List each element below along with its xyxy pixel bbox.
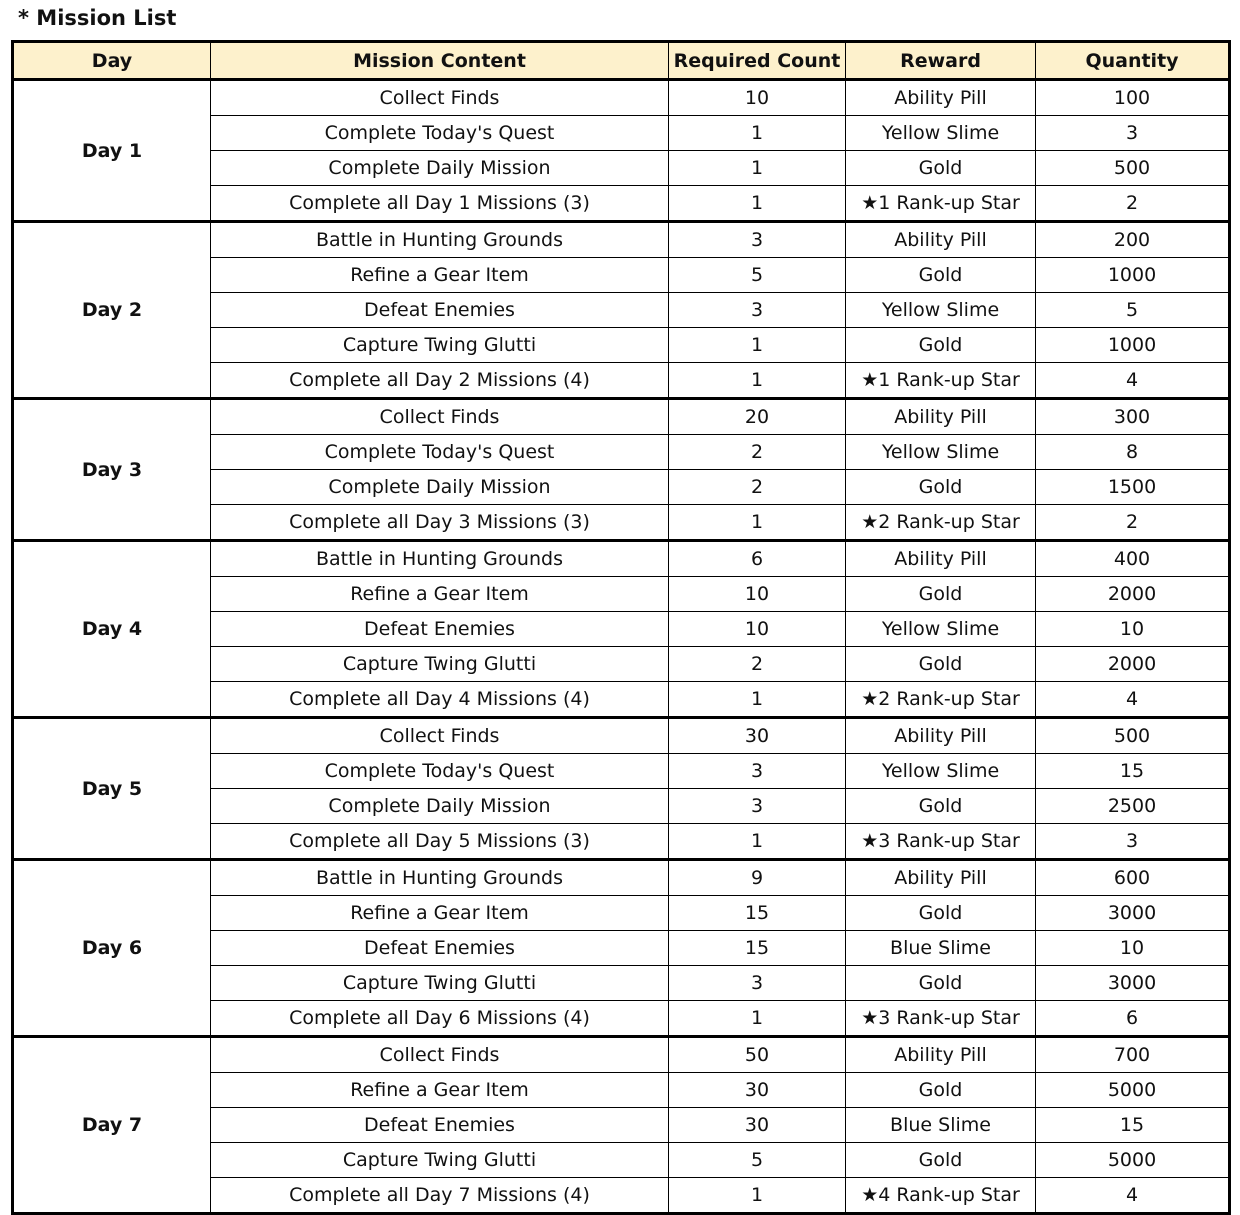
table-row xyxy=(13,80,1230,116)
quantity-cell: 100 xyxy=(1036,80,1230,116)
required-count-cell: 6 xyxy=(669,541,846,577)
table-header xyxy=(13,42,1230,80)
mission-content-cell: Battle in Hunting Grounds xyxy=(211,860,669,896)
reward-cell: Gold xyxy=(846,151,1036,186)
mission-content-cell: Defeat Enemies xyxy=(211,293,669,328)
header-mission-content: Mission Content xyxy=(211,42,669,80)
required-count-cell: 15 xyxy=(669,931,846,966)
day-label: Day 5 xyxy=(13,718,211,860)
mission-content-cell: Complete Daily Mission xyxy=(211,470,669,505)
reward-cell: Gold xyxy=(846,789,1036,824)
quantity-cell: 2 xyxy=(1036,505,1230,541)
mission-content-cell: Complete all Day 5 Missions (3) xyxy=(211,824,669,860)
mission-content-cell: Complete all Day 6 Missions (4) xyxy=(211,1001,669,1037)
day-label: Day 3 xyxy=(13,399,211,541)
required-count-cell: 1 xyxy=(669,186,846,222)
table-row xyxy=(13,860,1230,896)
quantity-cell: 3 xyxy=(1036,116,1230,151)
mission-content-cell: Complete all Day 7 Missions (4) xyxy=(211,1178,669,1214)
reward-cell: Gold xyxy=(846,966,1036,1001)
reward-cell: ★2 Rank-up Star xyxy=(846,505,1036,541)
reward-cell: Gold xyxy=(846,577,1036,612)
header-row xyxy=(13,42,1230,80)
mission-content-cell: Complete Today's Quest xyxy=(211,435,669,470)
quantity-cell: 10 xyxy=(1036,931,1230,966)
required-count-cell: 1 xyxy=(669,116,846,151)
mission-content-cell: Collect Finds xyxy=(211,1037,669,1073)
reward-cell: ★2 Rank-up Star xyxy=(846,682,1036,718)
reward-cell: ★3 Rank-up Star xyxy=(846,824,1036,860)
required-count-cell: 3 xyxy=(669,754,846,789)
quantity-cell: 500 xyxy=(1036,718,1230,754)
required-count-cell: 10 xyxy=(669,80,846,116)
quantity-cell: 500 xyxy=(1036,151,1230,186)
mission-content-cell: Refine a Gear Item xyxy=(211,1073,669,1108)
table-row xyxy=(13,718,1230,754)
mission-content-cell: Defeat Enemies xyxy=(211,612,669,647)
table-body xyxy=(13,80,1230,1214)
mission-content-cell: Complete all Day 1 Missions (3) xyxy=(211,186,669,222)
mission-content-cell: Defeat Enemies xyxy=(211,1108,669,1143)
reward-cell: Blue Slime xyxy=(846,931,1036,966)
required-count-cell: 1 xyxy=(669,682,846,718)
quantity-cell: 10 xyxy=(1036,612,1230,647)
required-count-cell: 20 xyxy=(669,399,846,435)
quantity-cell: 1000 xyxy=(1036,328,1230,363)
required-count-cell: 3 xyxy=(669,789,846,824)
quantity-cell: 8 xyxy=(1036,435,1230,470)
page-title: * Mission List xyxy=(18,6,177,30)
mission-content-cell: Refine a Gear Item xyxy=(211,258,669,293)
quantity-cell: 6 xyxy=(1036,1001,1230,1037)
quantity-cell: 3000 xyxy=(1036,896,1230,931)
header-required-count: Required Count xyxy=(669,42,846,80)
required-count-cell: 15 xyxy=(669,896,846,931)
reward-cell: ★1 Rank-up Star xyxy=(846,186,1036,222)
mission-content-cell: Complete Daily Mission xyxy=(211,151,669,186)
mission-content-cell: Complete Today's Quest xyxy=(211,116,669,151)
header-day: Day xyxy=(13,42,211,80)
reward-cell: ★3 Rank-up Star xyxy=(846,1001,1036,1037)
mission-content-cell: Complete all Day 4 Missions (4) xyxy=(211,682,669,718)
required-count-cell: 30 xyxy=(669,1073,846,1108)
required-count-cell: 1 xyxy=(669,328,846,363)
quantity-cell: 5000 xyxy=(1036,1143,1230,1178)
reward-cell: Blue Slime xyxy=(846,1108,1036,1143)
reward-cell: Gold xyxy=(846,470,1036,505)
reward-cell: Gold xyxy=(846,258,1036,293)
quantity-cell: 600 xyxy=(1036,860,1230,896)
required-count-cell: 1 xyxy=(669,505,846,541)
mission-content-cell: Battle in Hunting Grounds xyxy=(211,222,669,258)
reward-cell: Ability Pill xyxy=(846,860,1036,896)
mission-content-cell: Battle in Hunting Grounds xyxy=(211,541,669,577)
required-count-cell: 3 xyxy=(669,222,846,258)
reward-cell: Ability Pill xyxy=(846,718,1036,754)
reward-cell: Yellow Slime xyxy=(846,293,1036,328)
required-count-cell: 1 xyxy=(669,363,846,399)
header-reward: Reward xyxy=(846,42,1036,80)
quantity-cell: 700 xyxy=(1036,1037,1230,1073)
table-row xyxy=(13,399,1230,435)
required-count-cell: 30 xyxy=(669,718,846,754)
required-count-cell: 50 xyxy=(669,1037,846,1073)
reward-cell: Ability Pill xyxy=(846,1037,1036,1073)
quantity-cell: 15 xyxy=(1036,1108,1230,1143)
quantity-cell: 200 xyxy=(1036,222,1230,258)
mission-content-cell: Collect Finds xyxy=(211,399,669,435)
mission-content-cell: Refine a Gear Item xyxy=(211,896,669,931)
mission-content-cell: Collect Finds xyxy=(211,80,669,116)
quantity-cell: 3000 xyxy=(1036,966,1230,1001)
quantity-cell: 3 xyxy=(1036,824,1230,860)
quantity-cell: 5 xyxy=(1036,293,1230,328)
quantity-cell: 4 xyxy=(1036,363,1230,399)
day-label: Day 4 xyxy=(13,541,211,718)
reward-cell: ★4 Rank-up Star xyxy=(846,1178,1036,1214)
mission-content-cell: Capture Twing Glutti xyxy=(211,328,669,363)
required-count-cell: 3 xyxy=(669,966,846,1001)
reward-cell: Ability Pill xyxy=(846,80,1036,116)
reward-cell: Yellow Slime xyxy=(846,435,1036,470)
quantity-cell: 300 xyxy=(1036,399,1230,435)
required-count-cell: 1 xyxy=(669,1178,846,1214)
required-count-cell: 10 xyxy=(669,577,846,612)
required-count-cell: 1 xyxy=(669,1001,846,1037)
quantity-cell: 2 xyxy=(1036,186,1230,222)
quantity-cell: 4 xyxy=(1036,1178,1230,1214)
mission-content-cell: Capture Twing Glutti xyxy=(211,647,669,682)
day-label: Day 6 xyxy=(13,860,211,1037)
required-count-cell: 5 xyxy=(669,258,846,293)
table-row xyxy=(13,1037,1230,1073)
mission-content-cell: Complete all Day 2 Missions (4) xyxy=(211,363,669,399)
quantity-cell: 4 xyxy=(1036,682,1230,718)
quantity-cell: 15 xyxy=(1036,754,1230,789)
day-label: Day 7 xyxy=(13,1037,211,1214)
reward-cell: Ability Pill xyxy=(846,541,1036,577)
mission-content-cell: Complete Daily Mission xyxy=(211,789,669,824)
mission-table xyxy=(11,40,1231,1215)
reward-cell: Gold xyxy=(846,328,1036,363)
quantity-cell: 5000 xyxy=(1036,1073,1230,1108)
reward-cell: ★1 Rank-up Star xyxy=(846,363,1036,399)
reward-cell: Yellow Slime xyxy=(846,612,1036,647)
quantity-cell: 1000 xyxy=(1036,258,1230,293)
reward-cell: Gold xyxy=(846,647,1036,682)
reward-cell: Gold xyxy=(846,1073,1036,1108)
mission-content-cell: Capture Twing Glutti xyxy=(211,1143,669,1178)
required-count-cell: 3 xyxy=(669,293,846,328)
required-count-cell: 1 xyxy=(669,824,846,860)
required-count-cell: 1 xyxy=(669,151,846,186)
table-row xyxy=(13,541,1230,577)
reward-cell: Ability Pill xyxy=(846,399,1036,435)
mission-content-cell: Capture Twing Glutti xyxy=(211,966,669,1001)
mission-content-cell: Complete Today's Quest xyxy=(211,754,669,789)
reward-cell: Ability Pill xyxy=(846,222,1036,258)
reward-cell: Gold xyxy=(846,1143,1036,1178)
quantity-cell: 2500 xyxy=(1036,789,1230,824)
reward-cell: Gold xyxy=(846,896,1036,931)
quantity-cell: 400 xyxy=(1036,541,1230,577)
required-count-cell: 2 xyxy=(669,647,846,682)
table-row xyxy=(13,222,1230,258)
required-count-cell: 2 xyxy=(669,435,846,470)
quantity-cell: 2000 xyxy=(1036,647,1230,682)
reward-cell: Yellow Slime xyxy=(846,754,1036,789)
required-count-cell: 5 xyxy=(669,1143,846,1178)
mission-content-cell: Defeat Enemies xyxy=(211,931,669,966)
mission-content-cell: Collect Finds xyxy=(211,718,669,754)
required-count-cell: 30 xyxy=(669,1108,846,1143)
reward-cell: Yellow Slime xyxy=(846,116,1036,151)
mission-content-cell: Refine a Gear Item xyxy=(211,577,669,612)
quantity-cell: 1500 xyxy=(1036,470,1230,505)
required-count-cell: 10 xyxy=(669,612,846,647)
header-quantity: Quantity xyxy=(1036,42,1230,80)
required-count-cell: 2 xyxy=(669,470,846,505)
mission-content-cell: Complete all Day 3 Missions (3) xyxy=(211,505,669,541)
required-count-cell: 9 xyxy=(669,860,846,896)
day-label: Day 1 xyxy=(13,80,211,222)
day-label: Day 2 xyxy=(13,222,211,399)
quantity-cell: 2000 xyxy=(1036,577,1230,612)
